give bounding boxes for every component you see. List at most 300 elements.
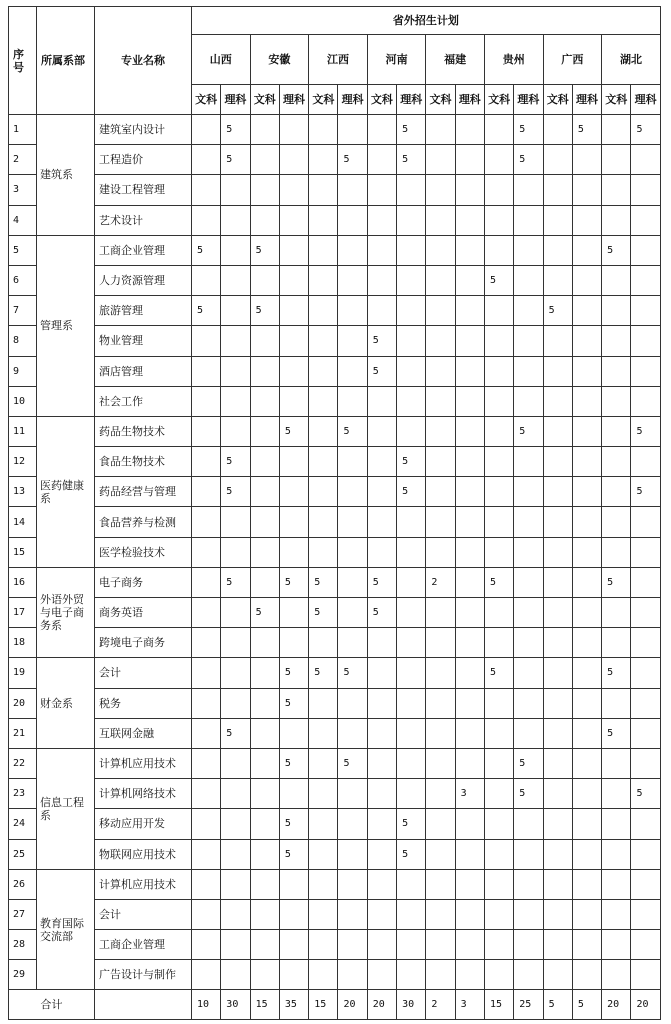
table-row bbox=[9, 416, 661, 446]
quota-cell bbox=[309, 416, 338, 446]
quota-cell bbox=[426, 447, 455, 477]
major-name: 互联网金融 bbox=[95, 718, 192, 748]
table-row bbox=[9, 779, 661, 809]
total-cell: 30 bbox=[397, 990, 426, 1020]
quota-cell: 5 bbox=[484, 658, 513, 688]
quota-cell bbox=[279, 145, 308, 175]
quota-cell bbox=[338, 869, 367, 899]
subject-wen-header: 文科 bbox=[426, 85, 455, 115]
quota-cell bbox=[455, 567, 484, 597]
quota-cell bbox=[484, 598, 513, 628]
quota-cell bbox=[572, 537, 601, 567]
major-name: 物联网应用技术 bbox=[95, 839, 192, 869]
quota-cell bbox=[572, 477, 601, 507]
table-row bbox=[9, 598, 661, 628]
quota-cell bbox=[631, 809, 660, 839]
subject-li-header: 理科 bbox=[572, 85, 601, 115]
quota-cell bbox=[279, 115, 308, 145]
row-number: 7 bbox=[9, 296, 37, 326]
quota-cell bbox=[250, 960, 279, 990]
quota-cell bbox=[455, 930, 484, 960]
quota-cell: 5 bbox=[602, 235, 631, 265]
quota-cell bbox=[455, 386, 484, 416]
quota-cell bbox=[397, 416, 426, 446]
major-name: 食品生物技术 bbox=[95, 447, 192, 477]
quota-cell bbox=[631, 326, 660, 356]
quota-cell bbox=[426, 537, 455, 567]
quota-cell bbox=[250, 688, 279, 718]
quota-cell bbox=[572, 658, 601, 688]
quota-cell bbox=[338, 477, 367, 507]
row-number: 26 bbox=[9, 869, 37, 899]
quota-cell bbox=[543, 628, 572, 658]
total-cell: 15 bbox=[484, 990, 513, 1020]
major-name: 食品营养与检测 bbox=[95, 507, 192, 537]
quota-cell bbox=[397, 567, 426, 597]
major-name: 计算机应用技术 bbox=[95, 869, 192, 899]
quota-cell bbox=[192, 930, 221, 960]
quota-cell bbox=[397, 537, 426, 567]
header-row-plan bbox=[9, 7, 661, 35]
quota-cell bbox=[514, 296, 543, 326]
quota-cell bbox=[602, 386, 631, 416]
quota-cell bbox=[543, 779, 572, 809]
quota-cell bbox=[279, 598, 308, 628]
seq-header: 序号 bbox=[9, 7, 37, 115]
subject-wen-header: 文科 bbox=[192, 85, 221, 115]
quota-cell bbox=[397, 688, 426, 718]
quota-cell: 5 bbox=[397, 477, 426, 507]
quota-cell bbox=[367, 718, 396, 748]
quota-cell bbox=[426, 628, 455, 658]
quota-cell bbox=[455, 809, 484, 839]
quota-cell bbox=[367, 899, 396, 929]
quota-cell bbox=[484, 718, 513, 748]
quota-cell: 5 bbox=[338, 145, 367, 175]
major-name: 跨境电子商务 bbox=[95, 628, 192, 658]
quota-cell bbox=[338, 296, 367, 326]
quota-cell bbox=[338, 175, 367, 205]
quota-cell bbox=[250, 628, 279, 658]
quota-cell bbox=[631, 567, 660, 597]
table-row bbox=[9, 507, 661, 537]
quota-cell bbox=[543, 718, 572, 748]
quota-cell bbox=[484, 296, 513, 326]
quota-cell bbox=[279, 326, 308, 356]
quota-cell bbox=[543, 145, 572, 175]
quota-cell bbox=[338, 507, 367, 537]
total-cell: 5 bbox=[543, 990, 572, 1020]
quota-cell bbox=[572, 567, 601, 597]
quota-cell bbox=[455, 899, 484, 929]
quota-cell bbox=[602, 477, 631, 507]
quota-cell bbox=[602, 748, 631, 778]
quota-cell bbox=[221, 658, 250, 688]
row-number: 15 bbox=[9, 537, 37, 567]
quota-cell bbox=[602, 145, 631, 175]
quota-cell bbox=[250, 205, 279, 235]
quota-cell bbox=[514, 356, 543, 386]
quota-cell bbox=[221, 507, 250, 537]
quota-cell bbox=[484, 899, 513, 929]
quota-cell bbox=[484, 779, 513, 809]
major-name: 商务英语 bbox=[95, 598, 192, 628]
quota-cell bbox=[572, 205, 601, 235]
quota-cell: 5 bbox=[279, 809, 308, 839]
quota-cell bbox=[250, 326, 279, 356]
quota-cell bbox=[279, 960, 308, 990]
quota-cell bbox=[221, 839, 250, 869]
quota-cell bbox=[631, 688, 660, 718]
quota-cell bbox=[543, 205, 572, 235]
quota-cell bbox=[338, 839, 367, 869]
quota-cell bbox=[602, 537, 631, 567]
quota-cell bbox=[250, 809, 279, 839]
quota-cell bbox=[602, 779, 631, 809]
quota-cell: 5 bbox=[309, 658, 338, 688]
total-cell: 5 bbox=[572, 990, 601, 1020]
quota-cell bbox=[602, 175, 631, 205]
quota-cell bbox=[192, 326, 221, 356]
quota-cell: 5 bbox=[279, 839, 308, 869]
total-row bbox=[9, 990, 661, 1020]
table-row bbox=[9, 386, 661, 416]
table-row bbox=[9, 567, 661, 597]
quota-cell: 5 bbox=[338, 658, 367, 688]
quota-cell bbox=[338, 718, 367, 748]
quota-cell bbox=[221, 386, 250, 416]
quota-cell bbox=[221, 809, 250, 839]
quota-cell bbox=[514, 869, 543, 899]
quota-cell bbox=[367, 386, 396, 416]
quota-cell bbox=[631, 507, 660, 537]
quota-cell bbox=[572, 265, 601, 295]
quota-cell bbox=[455, 326, 484, 356]
quota-cell bbox=[572, 416, 601, 446]
quota-cell bbox=[484, 235, 513, 265]
quota-cell bbox=[572, 175, 601, 205]
quota-cell bbox=[455, 356, 484, 386]
quota-cell: 5 bbox=[514, 779, 543, 809]
quota-cell bbox=[192, 779, 221, 809]
quota-cell: 5 bbox=[484, 567, 513, 597]
quota-cell bbox=[631, 145, 660, 175]
quota-cell bbox=[338, 628, 367, 658]
quota-cell bbox=[192, 205, 221, 235]
quota-cell: 5 bbox=[514, 748, 543, 778]
quota-cell bbox=[279, 356, 308, 386]
total-cell: 15 bbox=[250, 990, 279, 1020]
quota-cell bbox=[250, 356, 279, 386]
subject-wen-header: 文科 bbox=[484, 85, 513, 115]
quota-cell bbox=[543, 567, 572, 597]
quota-cell bbox=[543, 386, 572, 416]
quota-cell bbox=[309, 265, 338, 295]
quota-cell bbox=[572, 356, 601, 386]
quota-cell bbox=[250, 477, 279, 507]
total-cell: 20 bbox=[631, 990, 660, 1020]
quota-cell: 5 bbox=[602, 718, 631, 748]
total-cell: 3 bbox=[455, 990, 484, 1020]
quota-cell bbox=[455, 416, 484, 446]
quota-cell: 5 bbox=[192, 235, 221, 265]
quota-cell bbox=[484, 839, 513, 869]
quota-cell bbox=[602, 628, 631, 658]
quota-cell bbox=[250, 748, 279, 778]
quota-cell bbox=[250, 265, 279, 295]
quota-cell bbox=[631, 537, 660, 567]
row-number: 6 bbox=[9, 265, 37, 295]
major-name: 会计 bbox=[95, 658, 192, 688]
quota-cell bbox=[543, 809, 572, 839]
quota-cell bbox=[426, 748, 455, 778]
quota-cell bbox=[221, 205, 250, 235]
quota-cell bbox=[426, 205, 455, 235]
quota-cell bbox=[572, 748, 601, 778]
quota-cell: 5 bbox=[367, 567, 396, 597]
quota-cell bbox=[631, 869, 660, 899]
quota-cell: 5 bbox=[397, 447, 426, 477]
quota-cell bbox=[367, 809, 396, 839]
province-header: 山西 bbox=[192, 35, 251, 85]
quota-cell bbox=[367, 447, 396, 477]
quota-cell bbox=[309, 205, 338, 235]
total-cell: 10 bbox=[192, 990, 221, 1020]
quota-cell bbox=[338, 537, 367, 567]
quota-cell bbox=[338, 115, 367, 145]
quota-cell: 5 bbox=[221, 447, 250, 477]
quota-cell bbox=[192, 628, 221, 658]
quota-cell bbox=[309, 628, 338, 658]
quota-cell bbox=[514, 688, 543, 718]
row-number: 4 bbox=[9, 205, 37, 235]
table-row bbox=[9, 115, 661, 145]
quota-cell bbox=[309, 839, 338, 869]
quota-cell bbox=[309, 356, 338, 386]
quota-cell bbox=[455, 296, 484, 326]
quota-cell bbox=[426, 779, 455, 809]
quota-cell bbox=[426, 115, 455, 145]
quota-cell bbox=[221, 960, 250, 990]
quota-cell bbox=[602, 296, 631, 326]
major-name: 计算机应用技术 bbox=[95, 748, 192, 778]
quota-cell bbox=[455, 688, 484, 718]
row-number: 17 bbox=[9, 598, 37, 628]
department-cell: 医药健康系 bbox=[37, 416, 95, 567]
quota-cell bbox=[192, 598, 221, 628]
row-number: 5 bbox=[9, 235, 37, 265]
quota-cell bbox=[455, 628, 484, 658]
quota-cell bbox=[514, 265, 543, 295]
quota-cell bbox=[455, 447, 484, 477]
quota-cell bbox=[631, 175, 660, 205]
quota-cell bbox=[426, 477, 455, 507]
quota-cell: 5 bbox=[484, 265, 513, 295]
row-number: 18 bbox=[9, 628, 37, 658]
quota-cell bbox=[602, 688, 631, 718]
table-row bbox=[9, 265, 661, 295]
quota-cell bbox=[514, 899, 543, 929]
major-name: 药品经营与管理 bbox=[95, 477, 192, 507]
quota-cell bbox=[338, 688, 367, 718]
quota-cell bbox=[572, 628, 601, 658]
quota-cell bbox=[426, 507, 455, 537]
subject-wen-header: 文科 bbox=[543, 85, 572, 115]
quota-cell bbox=[192, 265, 221, 295]
quota-cell bbox=[572, 809, 601, 839]
major-name: 电子商务 bbox=[95, 567, 192, 597]
quota-cell: 5 bbox=[543, 296, 572, 326]
quota-cell bbox=[397, 356, 426, 386]
quota-cell bbox=[338, 779, 367, 809]
quota-cell bbox=[309, 869, 338, 899]
quota-cell bbox=[250, 115, 279, 145]
quota-cell bbox=[250, 416, 279, 446]
quota-cell bbox=[367, 115, 396, 145]
quota-cell bbox=[397, 265, 426, 295]
subject-li-header: 理科 bbox=[455, 85, 484, 115]
quota-cell bbox=[367, 507, 396, 537]
quota-cell bbox=[221, 598, 250, 628]
quota-cell bbox=[397, 930, 426, 960]
quota-cell bbox=[543, 930, 572, 960]
row-number: 10 bbox=[9, 386, 37, 416]
quota-cell bbox=[367, 205, 396, 235]
quota-cell bbox=[426, 960, 455, 990]
row-number: 24 bbox=[9, 809, 37, 839]
quota-cell bbox=[543, 175, 572, 205]
quota-cell bbox=[455, 205, 484, 235]
table-row bbox=[9, 175, 661, 205]
quota-cell bbox=[543, 537, 572, 567]
quota-cell bbox=[309, 718, 338, 748]
quota-cell bbox=[602, 115, 631, 145]
row-number: 8 bbox=[9, 326, 37, 356]
quota-cell bbox=[602, 960, 631, 990]
quota-cell bbox=[455, 839, 484, 869]
quota-cell bbox=[631, 839, 660, 869]
quota-cell bbox=[455, 960, 484, 990]
quota-cell bbox=[572, 839, 601, 869]
quota-cell bbox=[367, 416, 396, 446]
quota-cell: 5 bbox=[279, 658, 308, 688]
total-cell: 20 bbox=[602, 990, 631, 1020]
department-cell: 信息工程系 bbox=[37, 748, 95, 869]
quota-cell bbox=[338, 205, 367, 235]
quota-cell bbox=[309, 386, 338, 416]
quota-cell bbox=[250, 899, 279, 929]
major-name: 艺术设计 bbox=[95, 205, 192, 235]
table-row bbox=[9, 145, 661, 175]
quota-cell bbox=[514, 809, 543, 839]
quota-cell bbox=[514, 718, 543, 748]
quota-cell bbox=[602, 447, 631, 477]
quota-cell bbox=[602, 869, 631, 899]
subject-wen-header: 文科 bbox=[602, 85, 631, 115]
quota-cell bbox=[455, 658, 484, 688]
quota-cell bbox=[572, 930, 601, 960]
quota-cell bbox=[455, 598, 484, 628]
quota-cell bbox=[397, 960, 426, 990]
quota-cell bbox=[484, 205, 513, 235]
quota-cell bbox=[631, 447, 660, 477]
table-row bbox=[9, 748, 661, 778]
quota-cell bbox=[426, 869, 455, 899]
quota-cell bbox=[426, 386, 455, 416]
quota-cell bbox=[367, 748, 396, 778]
quota-cell bbox=[192, 507, 221, 537]
quota-cell bbox=[455, 175, 484, 205]
quota-cell bbox=[602, 265, 631, 295]
quota-cell bbox=[543, 326, 572, 356]
quota-cell bbox=[221, 326, 250, 356]
quota-cell bbox=[572, 386, 601, 416]
quota-cell bbox=[221, 869, 250, 899]
table-row bbox=[9, 477, 661, 507]
quota-cell bbox=[221, 688, 250, 718]
quota-cell bbox=[279, 447, 308, 477]
quota-cell bbox=[221, 537, 250, 567]
quota-cell bbox=[309, 779, 338, 809]
quota-cell bbox=[309, 296, 338, 326]
quota-cell bbox=[631, 930, 660, 960]
quota-cell bbox=[192, 658, 221, 688]
table-row bbox=[9, 899, 661, 929]
quota-cell bbox=[514, 628, 543, 658]
quota-cell bbox=[572, 296, 601, 326]
table-row bbox=[9, 718, 661, 748]
quota-cell bbox=[602, 899, 631, 929]
major-name: 税务 bbox=[95, 688, 192, 718]
quota-cell bbox=[192, 718, 221, 748]
quota-cell: 5 bbox=[514, 115, 543, 145]
quota-cell bbox=[397, 748, 426, 778]
quota-cell bbox=[426, 809, 455, 839]
quota-cell bbox=[514, 175, 543, 205]
quota-cell bbox=[572, 507, 601, 537]
row-number: 29 bbox=[9, 960, 37, 990]
quota-cell bbox=[572, 899, 601, 929]
quota-cell bbox=[514, 839, 543, 869]
major-name: 计算机网络技术 bbox=[95, 779, 192, 809]
quota-cell bbox=[631, 658, 660, 688]
row-number: 14 bbox=[9, 507, 37, 537]
quota-cell: 5 bbox=[279, 748, 308, 778]
quota-cell bbox=[192, 115, 221, 145]
quota-cell bbox=[192, 960, 221, 990]
quota-cell bbox=[602, 356, 631, 386]
department-cell: 管理系 bbox=[37, 235, 95, 416]
quota-cell bbox=[367, 477, 396, 507]
quota-cell: 5 bbox=[221, 567, 250, 597]
quota-cell bbox=[484, 748, 513, 778]
total-major-blank bbox=[95, 990, 192, 1020]
quota-cell bbox=[455, 235, 484, 265]
quota-cell bbox=[367, 658, 396, 688]
quota-cell bbox=[455, 115, 484, 145]
plan-title: 省外招生计划 bbox=[192, 7, 661, 35]
quota-cell bbox=[631, 748, 660, 778]
quota-cell bbox=[367, 869, 396, 899]
table-row bbox=[9, 296, 661, 326]
quota-cell bbox=[426, 658, 455, 688]
quota-cell bbox=[338, 235, 367, 265]
quota-cell bbox=[192, 477, 221, 507]
total-label: 合计 bbox=[9, 990, 95, 1020]
quota-cell: 5 bbox=[631, 416, 660, 446]
quota-cell bbox=[367, 235, 396, 265]
quota-cell: 5 bbox=[338, 748, 367, 778]
